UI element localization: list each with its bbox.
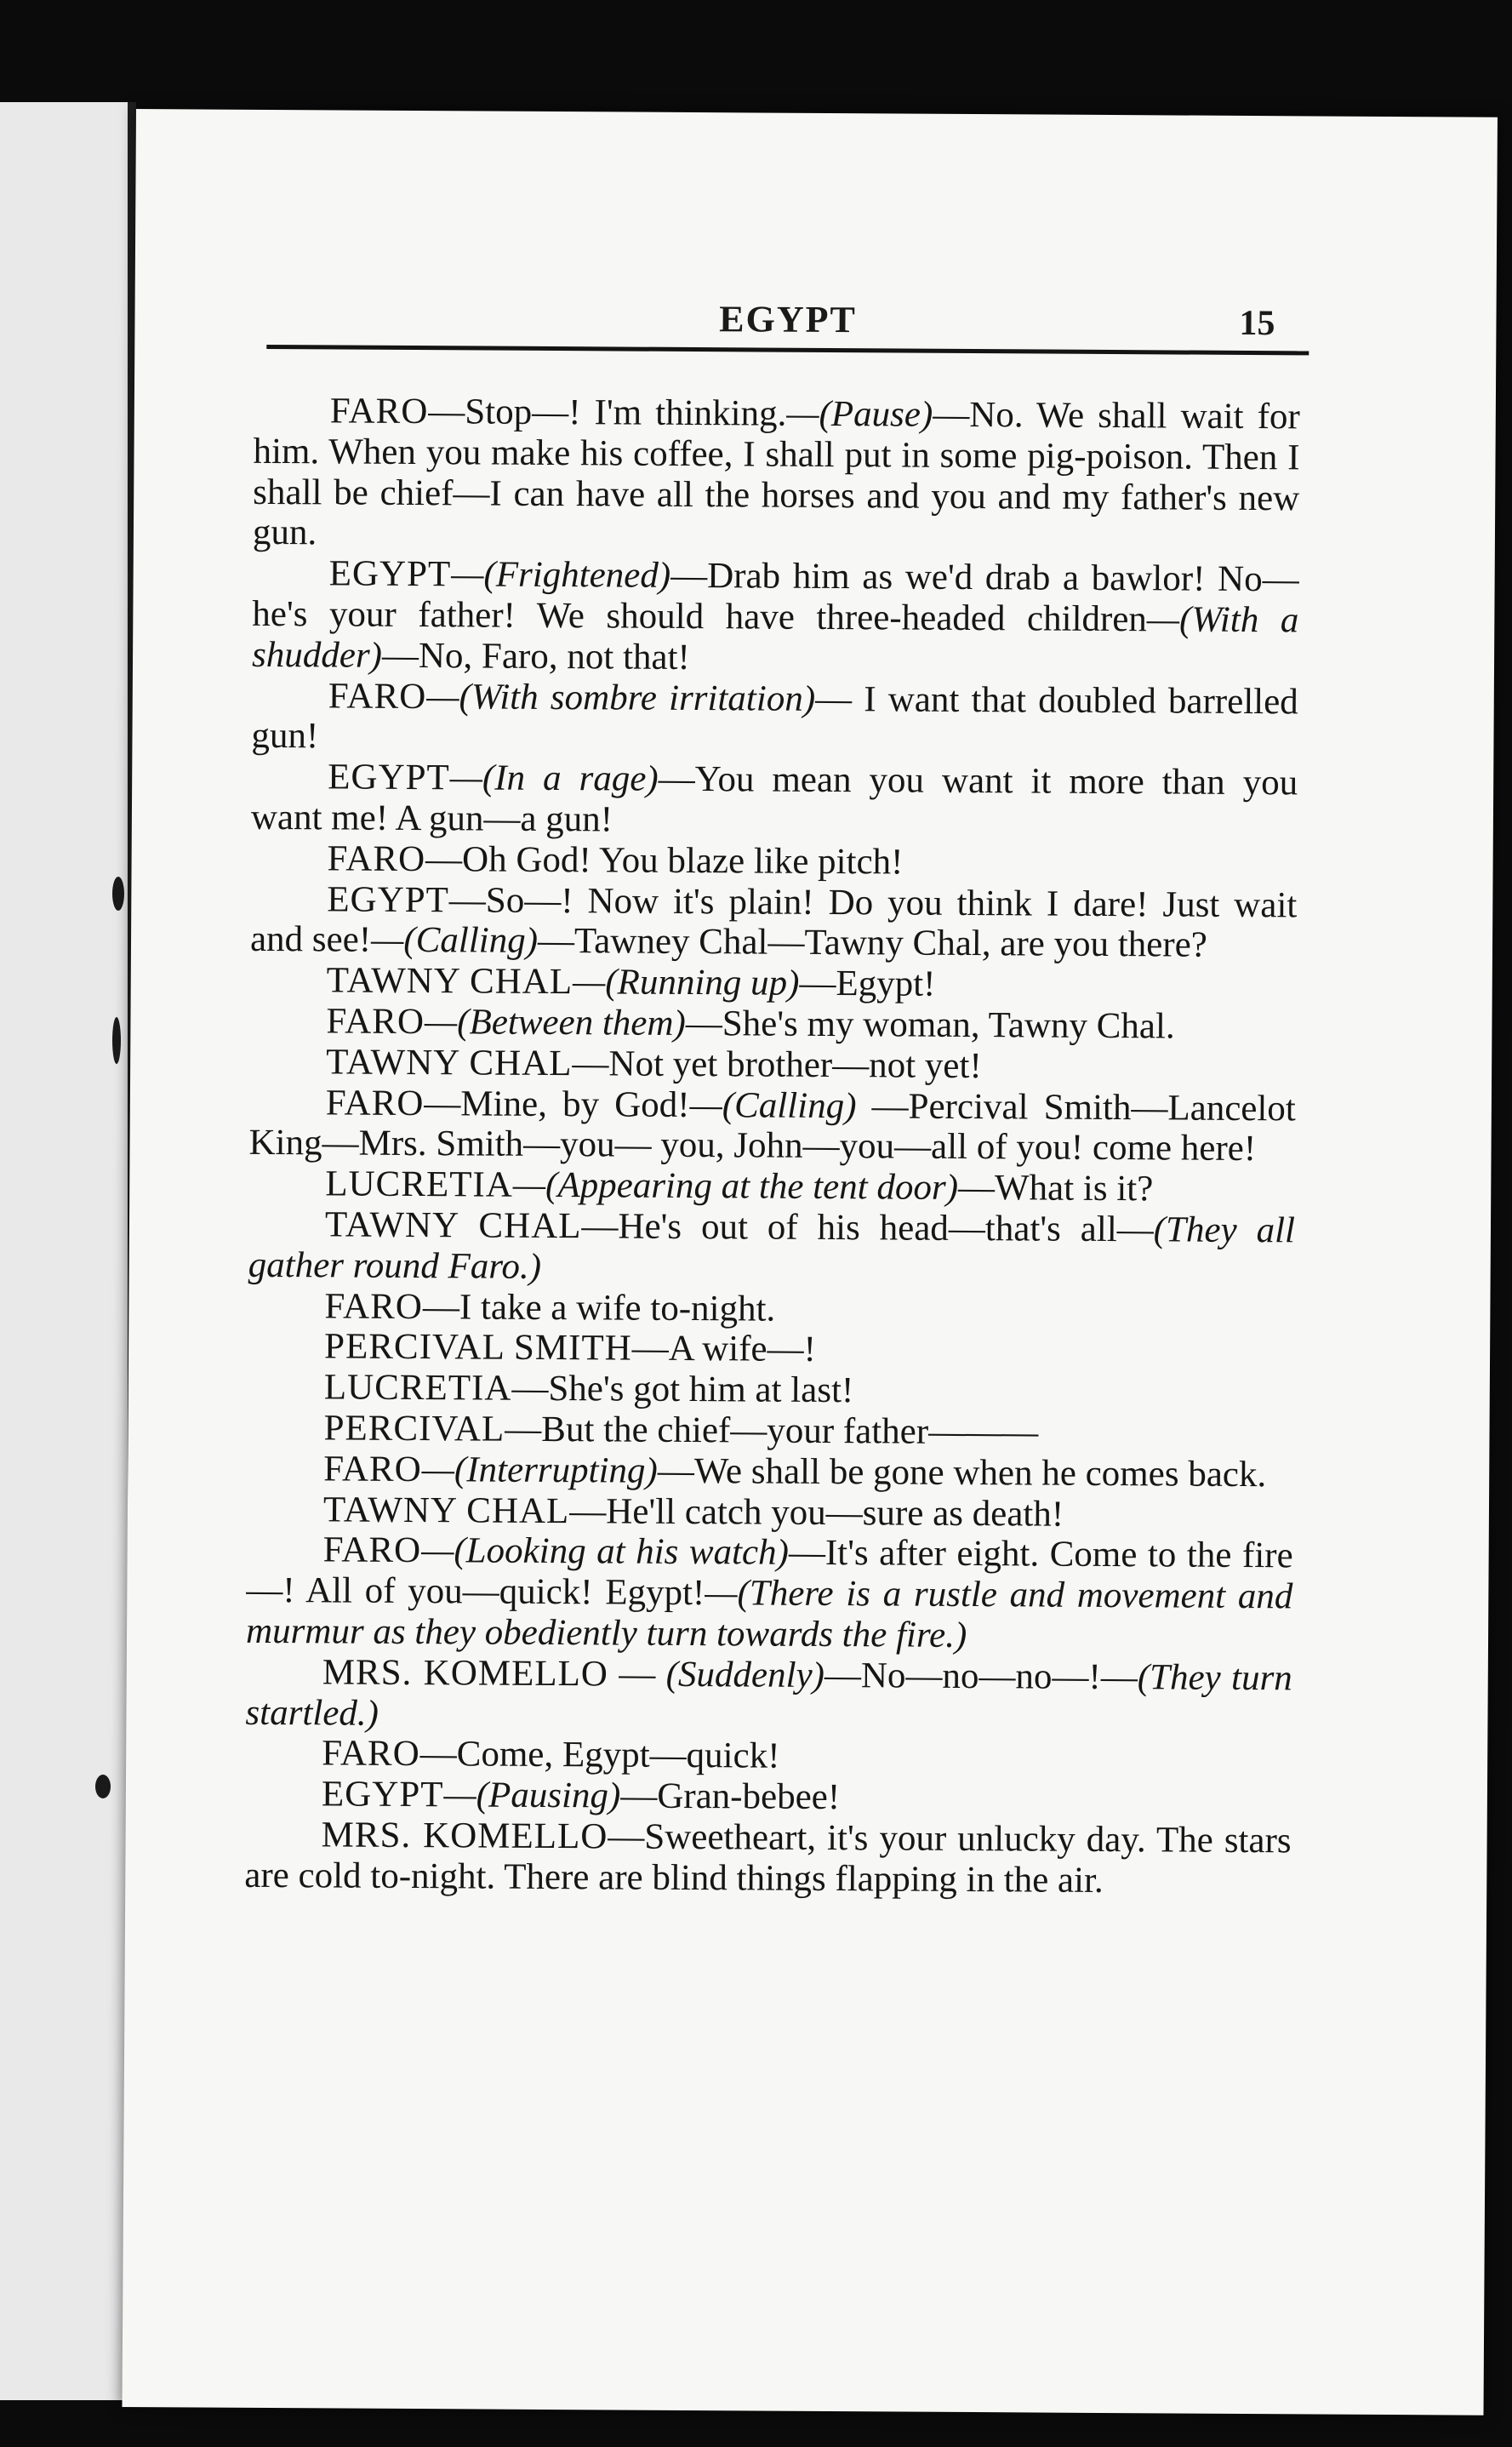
dialogue-paragraph bbox=[249, 1001, 1296, 1048]
speaker-name: TAWNY CHAL bbox=[324, 1204, 582, 1247]
dialogue-paragraph bbox=[248, 1326, 1294, 1373]
page-number: 15 bbox=[1239, 303, 1275, 344]
play-text bbox=[244, 391, 1300, 1902]
speaker-name: PERCIVAL SMITH bbox=[323, 1326, 632, 1369]
stage-direction: (They all gather round Faro.) bbox=[248, 1209, 1296, 1287]
dialogue-text: —What is it? bbox=[957, 1168, 1154, 1209]
dialogue-text: —Sweetheart, it's your unlucky day. The stars are cold to-night. There are blind things flapping in the air. bbox=[244, 1816, 1292, 1901]
dialogue-paragraph bbox=[250, 878, 1298, 966]
speaker-name: MRS. KOMELLO bbox=[322, 1652, 609, 1695]
dialogue-text: —Stop—! I'm thinking. bbox=[428, 392, 787, 434]
stage-direction: —(Looking at his watch) bbox=[421, 1530, 790, 1574]
dialogue-text: —A wife—! bbox=[631, 1328, 817, 1370]
dialogue-text: —We shall be gone when he comes back. bbox=[657, 1450, 1267, 1495]
speaker-name: TAWNY CHAL bbox=[326, 960, 573, 1003]
margin-mark bbox=[112, 1017, 121, 1064]
dialogue-text: —He's out of his head—that's all— bbox=[581, 1206, 1154, 1250]
dialogue-text: —Not yet brother—not yet! bbox=[572, 1043, 982, 1086]
speaker-name: FARO bbox=[325, 1082, 425, 1123]
dialogue-paragraph bbox=[248, 1285, 1294, 1332]
margin-mark bbox=[112, 877, 124, 911]
dialogue-paragraph bbox=[251, 675, 1298, 763]
dialogue-text: —Drab him as we'd drab a bawlor! No—he's your father! We should have three-headed children bbox=[252, 556, 1299, 640]
dialogue-paragraph bbox=[246, 1529, 1293, 1658]
speaker-name: FARO bbox=[323, 1449, 422, 1489]
dialogue-paragraph bbox=[252, 553, 1299, 682]
margin-mark bbox=[95, 1775, 111, 1798]
dialogue-text: —She's my woman, Tawny Chal. bbox=[685, 1003, 1175, 1047]
dialogue-paragraph bbox=[248, 1367, 1294, 1414]
stage-direction: —(Running up) bbox=[572, 962, 800, 1003]
dialogue-text: —You mean you want it more than you want me! A gun—a gun! bbox=[250, 758, 1298, 840]
dialogue-paragraph bbox=[245, 1733, 1292, 1780]
dialogue-paragraph bbox=[247, 1449, 1293, 1495]
speaker-name: EGYPT bbox=[321, 1774, 444, 1815]
dialogue-paragraph bbox=[250, 960, 1297, 1007]
stage-direction: —(Frightened) bbox=[451, 554, 671, 597]
stage-direction: —(Calling) bbox=[370, 920, 539, 962]
dialogue-paragraph bbox=[248, 1163, 1295, 1210]
stage-direction: (They turn startled.) bbox=[245, 1656, 1292, 1734]
stage-direction: —(With sombre irritation) bbox=[426, 676, 816, 719]
dialogue-text: —Come, Egypt—quick! bbox=[419, 1734, 780, 1776]
stage-direction: —(Pausing) bbox=[443, 1775, 621, 1816]
facing-page-edge bbox=[0, 102, 136, 2400]
dialogue-paragraph bbox=[250, 838, 1297, 885]
stage-direction: —(Appearing at the tent door) bbox=[512, 1164, 959, 1209]
speaker-name: TAWNY CHAL bbox=[322, 1489, 570, 1531]
stage-direction: —(In a rage) bbox=[449, 758, 659, 799]
speaker-name: PERCIVAL bbox=[323, 1408, 505, 1449]
speaker-name: FARO bbox=[328, 675, 427, 717]
speaker-name: FARO bbox=[322, 1733, 420, 1775]
speaker-name: LUCRETIA bbox=[323, 1367, 512, 1409]
stage-direction: —(Interrupting) bbox=[421, 1449, 658, 1491]
stage-direction: —(With a shudder) bbox=[251, 599, 1299, 676]
header-title: EGYPT bbox=[719, 298, 857, 341]
stage-direction: —(There is a rustle and movement and murmur as they obediently turn towards the fire.) bbox=[245, 1573, 1293, 1655]
dialogue-paragraph bbox=[247, 1489, 1293, 1535]
dialogue-text: —But the chief—your father——— bbox=[505, 1409, 1039, 1453]
dialogue-paragraph bbox=[247, 1408, 1293, 1455]
stage-direction: —(Between them) bbox=[424, 1002, 686, 1043]
speaker-name: LUCRETIA bbox=[325, 1163, 514, 1205]
dialogue-text: —No. We shall wait for him. When you make his coffee, I shall put in some pig-poison. Then I shall be chief—I can have all the horses and you and my father's new gun. bbox=[252, 394, 1300, 553]
dialogue-text: —No—no—no—!— bbox=[824, 1655, 1138, 1697]
stage-direction: (Suddenly) bbox=[665, 1654, 825, 1695]
speaker-name: EGYPT bbox=[327, 878, 450, 920]
dialogue-paragraph bbox=[253, 391, 1300, 560]
book-page bbox=[123, 109, 1498, 2416]
dialogue-paragraph bbox=[245, 1652, 1292, 1740]
dialogue-paragraph bbox=[245, 1774, 1292, 1821]
dialogue-text: —Mine, by God! bbox=[424, 1083, 690, 1125]
dialogue-text: —He'll catch you—sure as death! bbox=[569, 1490, 1064, 1535]
dialogue-text: —She's got him at last! bbox=[511, 1368, 854, 1411]
dialogue-text: —Percival Smith—Lancelot King—Mrs. Smith—you— you, John—you—all of you! come here! bbox=[248, 1085, 1296, 1169]
dialogue-text: — bbox=[608, 1654, 666, 1695]
dialogue-text: —So—! Now it's plain! Do you think I dare! Just wait and see! bbox=[249, 879, 1298, 961]
dialogue-paragraph bbox=[251, 757, 1298, 844]
dialogue-text: —Egypt! bbox=[799, 963, 936, 1004]
dialogue-text: — I want that doubled barrelled gun! bbox=[251, 678, 1298, 757]
dialogue-text: —It's after eight. Come to the fire—! All of you—quick! Egypt! bbox=[246, 1533, 1293, 1614]
speaker-name: MRS. KOMELLO bbox=[321, 1815, 608, 1857]
dialogue-paragraph bbox=[244, 1815, 1292, 1902]
speaker-name: EGYPT bbox=[328, 553, 452, 595]
dialogue-paragraph bbox=[249, 1042, 1296, 1089]
dialogue-paragraph bbox=[248, 1204, 1296, 1292]
dialogue-text: —No, Faro, not that! bbox=[381, 635, 690, 677]
speaker-name: FARO bbox=[324, 1285, 424, 1327]
stage-direction: —(Calling) bbox=[689, 1084, 857, 1126]
speaker-name: FARO bbox=[322, 1529, 422, 1571]
dialogue-text: —Tawney Chal—Tawny Chal, are you there? bbox=[537, 921, 1207, 966]
dialogue-text: —Gran-bebee! bbox=[620, 1775, 841, 1818]
stage-direction: —(Pause) bbox=[786, 393, 933, 435]
speaker-name: TAWNY CHAL bbox=[326, 1042, 573, 1083]
speaker-name: FARO bbox=[327, 838, 426, 879]
speaker-name: FARO bbox=[329, 391, 429, 432]
speaker-name: EGYPT bbox=[328, 757, 450, 798]
dialogue-text: —Oh God! You blaze like pitch! bbox=[425, 838, 904, 883]
dialogue-paragraph bbox=[248, 1082, 1296, 1169]
dialogue-text: —I take a wife to-night. bbox=[422, 1286, 776, 1329]
speaker-name: FARO bbox=[326, 1001, 425, 1043]
running-header bbox=[266, 289, 1309, 355]
